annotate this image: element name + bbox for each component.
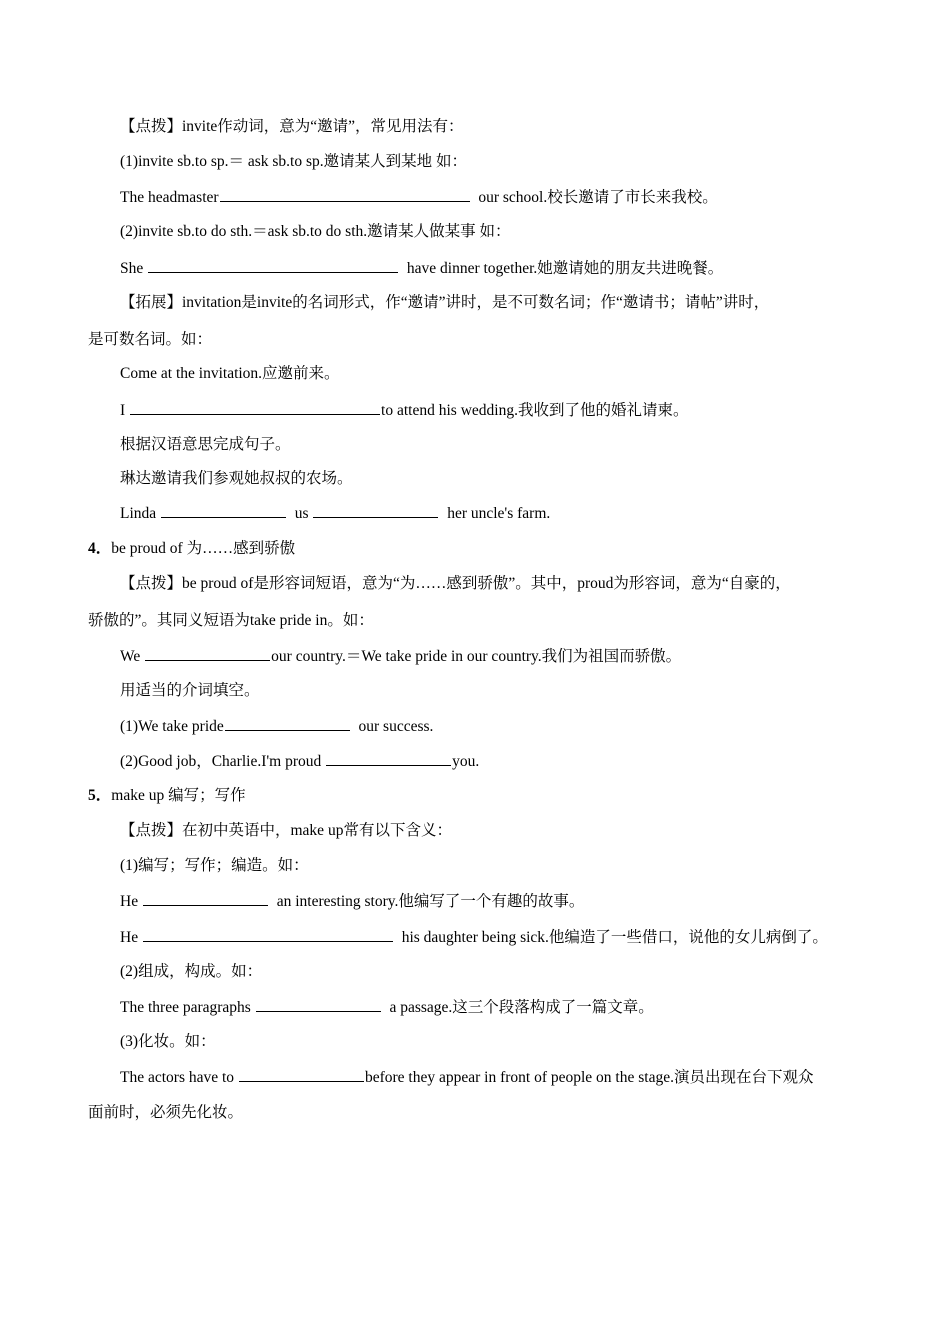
sentence-part: Linda (120, 505, 157, 522)
meaning-text: (3)化妆。如： (120, 1033, 216, 1050)
tip-paragraph (0, 821, 950, 843)
example-sentence (0, 364, 950, 386)
tip-paragraph-cont (0, 611, 950, 633)
task-sentence (0, 503, 950, 525)
task-instruction (0, 681, 950, 703)
sentence-part: (2)Good job，Charlie.I'm proud (120, 753, 322, 770)
section-number: 4． (88, 540, 112, 557)
sentence-part: She (120, 260, 144, 277)
extension-paragraph (0, 293, 950, 315)
example-sentence (0, 927, 950, 949)
fill-blank[interactable] (225, 716, 350, 731)
sentence-part: The three paragraphs (120, 999, 251, 1016)
fill-blank[interactable] (130, 400, 380, 415)
tip-text: 【点拨】invite作动词，意为“邀请”，常见用法有： (120, 118, 464, 135)
tip-text: 【点拨】be proud of是形容词短语，意为“为……感到骄傲”。其中，proud为形容词，意为“自豪的， (120, 575, 791, 592)
fill-blank[interactable] (143, 891, 268, 906)
extension-paragraph-cont (0, 330, 950, 352)
sentence-part: The headmaster (120, 189, 219, 206)
section-title: make up 编写；写作 (111, 787, 246, 804)
tip-paragraph (0, 574, 950, 596)
tip-text: 【点拨】在初中英语中，make up常有以下含义： (120, 822, 452, 839)
meaning-line (0, 1032, 950, 1054)
sentence-part: a passage.这三个段落构成了一篇文章。 (389, 999, 654, 1016)
sentence-part: He (120, 929, 139, 946)
example-sentence (0, 400, 950, 422)
task-text: 琳达邀请我们参观她叔叔的农场。 (120, 470, 353, 487)
example-sentence (0, 891, 950, 913)
sentence-part: our school.校长邀请了市长来我校。 (478, 189, 718, 206)
example-sentence-cont (0, 1103, 950, 1125)
sentence-part: 面前时，必须先化妆。 (88, 1104, 244, 1121)
fill-blank[interactable] (239, 1067, 364, 1082)
task-text: 根据汉语意思完成句子。 (120, 436, 291, 453)
tip-text: 骄傲的”。其同义短语为take pride in。如： (88, 612, 374, 629)
example-sentence (0, 258, 950, 280)
sentence-part: We (120, 648, 141, 665)
section-heading (0, 539, 950, 561)
example-sentence (0, 997, 950, 1019)
meaning-text: (2)组成，构成。如： (120, 963, 263, 980)
fill-blank[interactable] (313, 503, 438, 518)
sentence-part: (1)We take pride (120, 718, 224, 735)
example-sentence (0, 1067, 950, 1089)
fill-blank[interactable] (145, 646, 270, 661)
sentence-part: you. (452, 753, 480, 770)
sentence-part: his daughter being sick.他编造了一些借口，说他的女儿病倒了。 (401, 929, 828, 946)
sentence-part: our country.＝We take pride in our country.我们为祖国而骄傲。 (271, 648, 682, 665)
sentence-part: her uncle's farm. (447, 505, 551, 522)
example-sentence (0, 646, 950, 668)
fill-blank[interactable] (326, 751, 451, 766)
fill-blank[interactable] (161, 503, 286, 518)
sentence-part: The actors have to (120, 1069, 235, 1086)
extension-text: 【拓展】invitation是invite的名词形式，作“邀请”讲时，是不可数名词；作“邀请书；请帖”讲时， (120, 294, 770, 311)
tip-paragraph (0, 117, 950, 139)
question (0, 751, 950, 773)
usage-text: (1)invite sb.to sp.＝ ask sb.to sp.邀请某人到某地 如： (120, 153, 468, 170)
task-prompt (0, 469, 950, 491)
sentence-part: us (294, 505, 309, 522)
sentence-part: He (120, 893, 139, 910)
fill-blank[interactable] (256, 997, 381, 1012)
sentence-part: before they appear in front of people on the stage.演员出现在台下观众 (364, 1069, 814, 1086)
section-heading (0, 786, 950, 808)
sentence-part: Come at the invitation.应邀前来。 (120, 365, 340, 382)
sentence-part: I (120, 402, 126, 419)
question (0, 716, 950, 738)
example-sentence (0, 187, 950, 209)
task-instruction (0, 435, 950, 457)
sentence-part: have dinner together.她邀请她的朋友共进晚餐。 (406, 260, 724, 277)
fill-blank[interactable] (220, 187, 470, 202)
meaning-line (0, 856, 950, 878)
meaning-line (0, 962, 950, 984)
sentence-part: to attend his wedding.我收到了他的婚礼请柬。 (381, 402, 689, 419)
section-number: 5． (88, 787, 112, 804)
sentence-part: an interesting story.他编写了一个有趣的故事。 (276, 893, 585, 910)
usage-line (0, 222, 950, 244)
fill-blank[interactable] (148, 258, 398, 273)
extension-text: 是可数名词。如： (88, 331, 213, 348)
usage-text: (2)invite sb.to do sth.＝ask sb.to do sth.邀请某人做某事 如： (120, 223, 511, 240)
section-title: be proud of 为……感到骄傲 (111, 540, 296, 557)
task-text: 用适当的介词填空。 (120, 682, 260, 699)
meaning-text: (1)编写；写作；编造。如： (120, 857, 309, 874)
usage-line (0, 152, 950, 174)
sentence-part: our success. (358, 718, 434, 735)
fill-blank[interactable] (143, 927, 393, 942)
